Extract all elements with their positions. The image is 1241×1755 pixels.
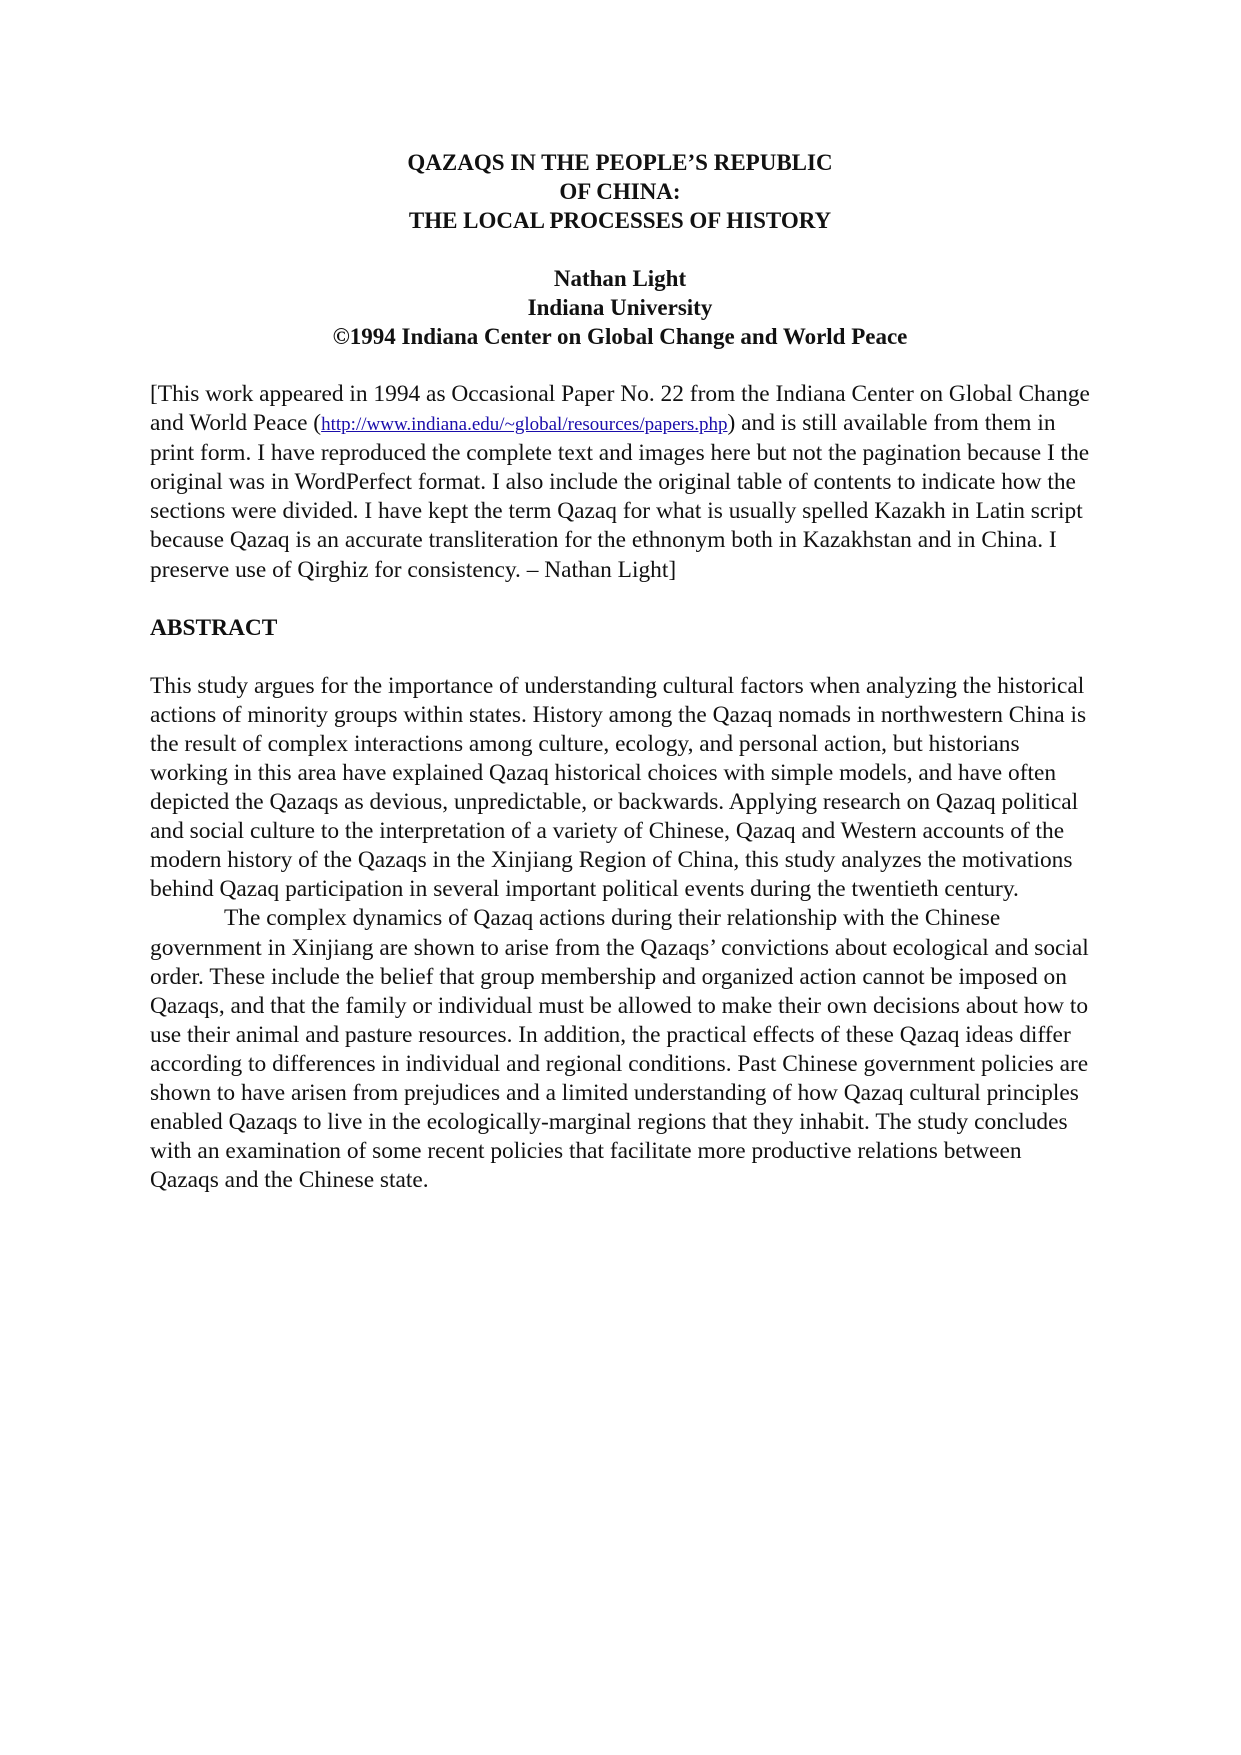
- abstract-paragraph-1: This study argues for the importance of understanding cultural factors when analyzing the historical actions of minority groups within states. History among the Qazaq nomads in northwestern China is the result of complex interactions among culture, ecology, and personal action, but historians working in this area have explained Qazaq historical choices with simple models, and have often depicted the Qazaqs as devious, unpredictable, or backwards. Applying research on Qazaq political and social culture to the interpretation of a variety of Chinese, Qazaq and Western accounts of the modern history of the Qazaqs in the Xinjiang Region of China, this study analyzes the motivations behind Qazaq participation in several important political events during the twentieth century.: [150, 672, 1087, 903]
- intro-text-after-link: ) and is still available from them in print form. I have reproduced the complete text and images here but not the pagination because I the original was in WordPerfect format. I also include the original table of contents to indicate how the sections were divided. I have kept the term Qazaq for what is usually spelled Kazakh in Latin script because Qazaq is an accurate transliteration for the ethnonym both in Kazakhstan and in China. I preserve use of Qirghiz for consistency. – Nathan Light]: [150, 410, 1090, 583]
- abstract-paragraph-2: The complex dynamics of Qazaq actions during their relationship with the Chinese government in Xinjiang are shown to arise from the Qazaqs’ convictions about ecological and social order. These include the belief that group membership and organized action cannot be imposed on Qazaqs, and that the family or individual must be allowed to make their own decisions about how to use their animal and pasture resources. In addition, the practical effects of these Qazaq ideas differ according to differences in individual and regional conditions. Past Chinese government policies are shown to have arisen from prejudices and a limited understanding of how Qazaq cultural principles enabled Qazaqs to live in the ecologically-marginal regions that they inhabit. The study concludes with an examination of some recent policies that facilitate more productive relations between Qazaqs and the Chinese state.: [150, 905, 1089, 1194]
- intro-note: [150, 380, 1090, 585]
- author-block: [150, 264, 1090, 351]
- abstract-body: [150, 672, 1090, 1196]
- title-line-1: QAZAQS IN THE PEOPLE’S REPUBLIC: [407, 150, 833, 175]
- intro-text-before-link: [This work appeared in 1994 as Occasional Paper No. 22 from the Indiana Center on Global Change and World Peace (: [150, 381, 1090, 437]
- papers-link[interactable]: http://www.indiana.edu/~global/resources/papers.php: [321, 414, 728, 436]
- title-line-3: THE LOCAL PROCESSES OF HISTORY: [408, 208, 832, 233]
- copyright-line: ©1994 Indiana Center on Global Change and World Peace: [332, 324, 908, 349]
- abstract-heading: ABSTRACT: [150, 614, 278, 641]
- author-name: Nathan Light: [553, 266, 687, 291]
- title-line-2: OF CHINA:: [559, 179, 681, 204]
- paper-title: [150, 148, 1090, 235]
- document-page: [150, 148, 1090, 1195]
- author-affiliation: Indiana University: [527, 295, 713, 320]
